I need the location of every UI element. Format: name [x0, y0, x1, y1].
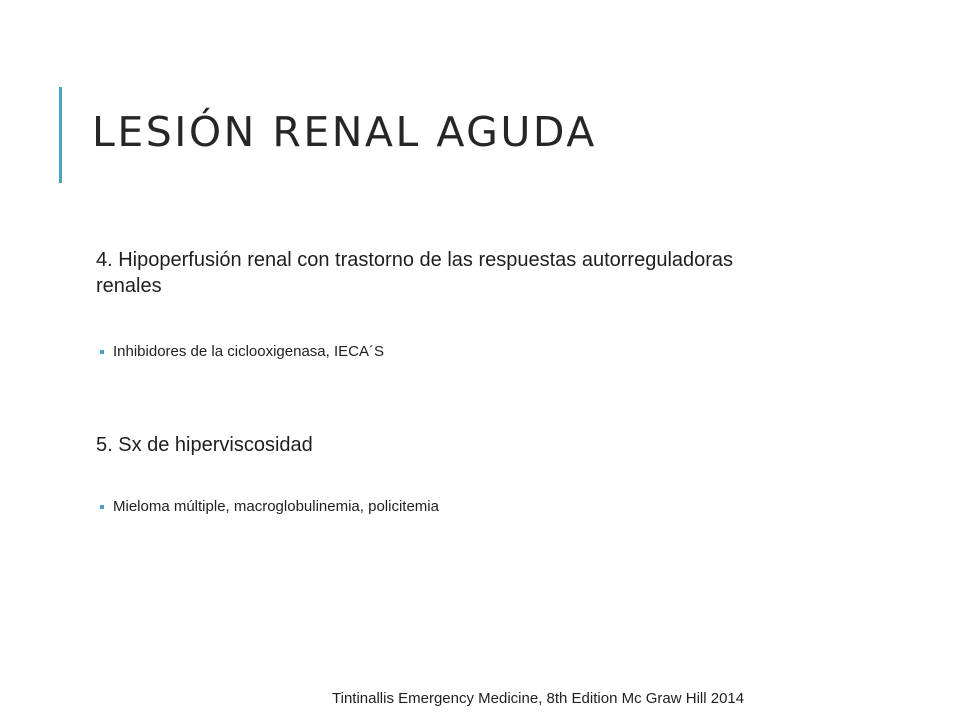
- bullet-text: Inhibidores de la ciclooxigenasa, IECA´S: [113, 343, 384, 360]
- bullet-square-icon: [100, 350, 104, 354]
- bullet-item: [100, 498, 439, 515]
- bullet-text: Mieloma múltiple, macroglobulinemia, policitemia: [113, 498, 439, 515]
- bullet-square-icon: [100, 505, 104, 509]
- title-accent-bar: [59, 87, 62, 183]
- section-heading-4: 4. Hipoperfusión renal con trastorno de las respuestas autorreguladoras renales: [96, 249, 734, 297]
- section-heading-5: 5. Sx de hiperviscosidad: [96, 434, 313, 456]
- citation: Tintinallis Emergency Medicine, 8th Edition Mc Graw Hill 2014: [332, 690, 745, 707]
- bullet-item: [100, 343, 384, 360]
- slide-title: LESIÓN RENAL AGUDA: [92, 108, 597, 156]
